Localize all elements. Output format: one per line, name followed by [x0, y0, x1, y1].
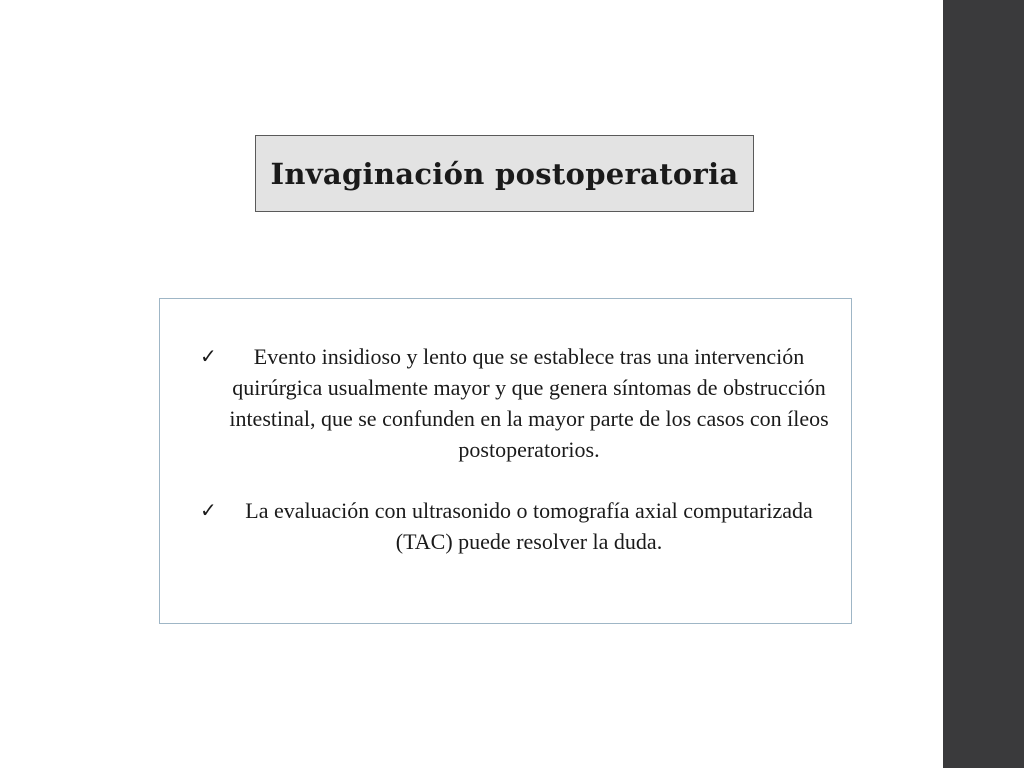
bullet-text: La evaluación con ultrasonido o tomografía axial computarizada (TAC) puede resolver la duda.: [245, 498, 813, 554]
check-icon: ✓: [200, 344, 217, 368]
side-bar: [943, 0, 1024, 768]
title-box: [255, 135, 754, 212]
bullet-item: [200, 341, 830, 465]
slide-title: Invaginación postoperatoria: [270, 156, 739, 191]
bullet-item: [200, 495, 830, 557]
bullet-text: Evento insidioso y lento que se establece tras una intervención quirúrgica usualmente mayor y que genera síntomas de obstrucción intestinal, que se confunden en la mayor parte de los casos con íleos postoperatorios.: [229, 344, 829, 462]
bullet-list: [200, 341, 830, 587]
check-icon: ✓: [200, 498, 217, 522]
content-box: [159, 298, 852, 624]
